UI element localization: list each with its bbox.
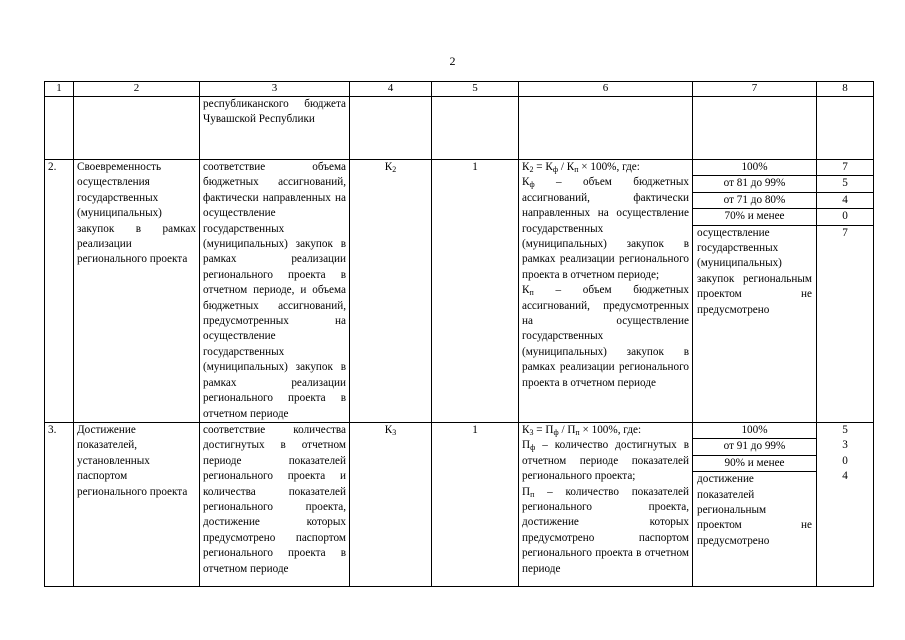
criterion: достижение показателей региональным проектом не предусмотрено — [697, 473, 812, 547]
header-cell: 4 — [350, 82, 432, 97]
row-number: 2. — [45, 160, 74, 423]
header-cell: 8 — [817, 82, 874, 97]
continuation-text: республиканского бюджета Чувашской Республики — [200, 97, 350, 160]
indicator-code: $К_3$ — [350, 422, 432, 586]
header-cell: 5 — [432, 82, 519, 97]
indicator-formula: $К_2 = К_ф / К_п \times 100\%$, где: $К_ф$ – объем бюджетных ассигнований, фактически направленных на осуществление государственных (муниципальных) закупок в рамках реализации регионального проекта в отчетном периоде; $К_п$ – объем бюджетных ассигнований, предусмотренных на осуществление государственных (муниципальных) закупок в рамках реализации регионального проекта в отчетном периоде — [519, 160, 693, 423]
score-cell — [817, 160, 874, 423]
criterion: осуществление государственных (муниципальных) закупок региональным проектом не предусмотрено — [697, 226, 812, 316]
indicator-description: соответствие объема бюджетных ассигнований, фактически направленных на осуществление государственных (муниципальных) закупок в рамках реализации регионального проекта в отчетном периоде, и объема бюджетных ассигнований, предусмотренных на осуществление государственных (муниципальных) закупок в рамках реализации регионального проекта в отчетном периоде — [200, 160, 350, 423]
criterion: 100% — [693, 160, 816, 176]
score: 4 — [817, 193, 873, 209]
criteria-cell — [693, 160, 817, 423]
row-number: 3. — [45, 422, 74, 586]
criteria-table — [44, 81, 874, 587]
indicator-weight: 1 — [432, 422, 519, 586]
score: 4 — [842, 470, 848, 483]
indicator-name: Достижение показателей, установленных паспортом регионального проекта — [74, 422, 200, 586]
score: 7 — [842, 226, 848, 239]
indicator-name: Своевременность осуществления государственных (муниципальных) закупок в рамках реализации регионального проекта — [74, 160, 200, 423]
score: 0 — [842, 454, 848, 467]
score: 3 — [842, 439, 848, 452]
page-number: 2 — [449, 54, 456, 68]
criterion: 90% и менее — [693, 456, 816, 472]
header-cell: 3 — [200, 82, 350, 97]
criterion: 100% — [693, 423, 816, 439]
table-row — [45, 160, 874, 423]
score: 5 — [842, 423, 848, 436]
header-cell: 1 — [45, 82, 74, 97]
criterion: 70% и менее — [693, 209, 816, 225]
continuation-row — [45, 97, 874, 160]
header-cell: 7 — [693, 82, 817, 97]
criterion: от 81 до 99% — [693, 176, 816, 192]
table-row — [45, 422, 874, 586]
criterion: от 71 до 80% — [693, 193, 816, 209]
indicator-formula: $К_3 = П_ф / П_п \times 100\%$, где: $П_ф$ – количество достигнутых в отчетном периоде показателей регионального проекта; $П_п$ – количество показателей регионального проекта, достижение которых предусмотрено паспортом регионального проекта в отчетном периоде — [519, 422, 693, 586]
score-cell — [817, 422, 874, 586]
indicator-weight: 1 — [432, 160, 519, 423]
header-cell: 6 — [519, 82, 693, 97]
indicator-description: соответствие количества достигнутых в отчетном периоде показателей регионального проекта и количества показателей регионального проекта, достижение которых предусмотрено паспортом регионального проекта в отчетном периоде — [200, 422, 350, 586]
score: 0 — [817, 209, 873, 225]
score: 5 — [817, 176, 873, 192]
header-row — [45, 82, 874, 97]
criterion: от 91 до 99% — [693, 439, 816, 455]
criteria-cell — [693, 422, 817, 586]
header-cell: 2 — [74, 82, 200, 97]
score: 7 — [817, 160, 873, 176]
indicator-code: $К_2$ — [350, 160, 432, 423]
